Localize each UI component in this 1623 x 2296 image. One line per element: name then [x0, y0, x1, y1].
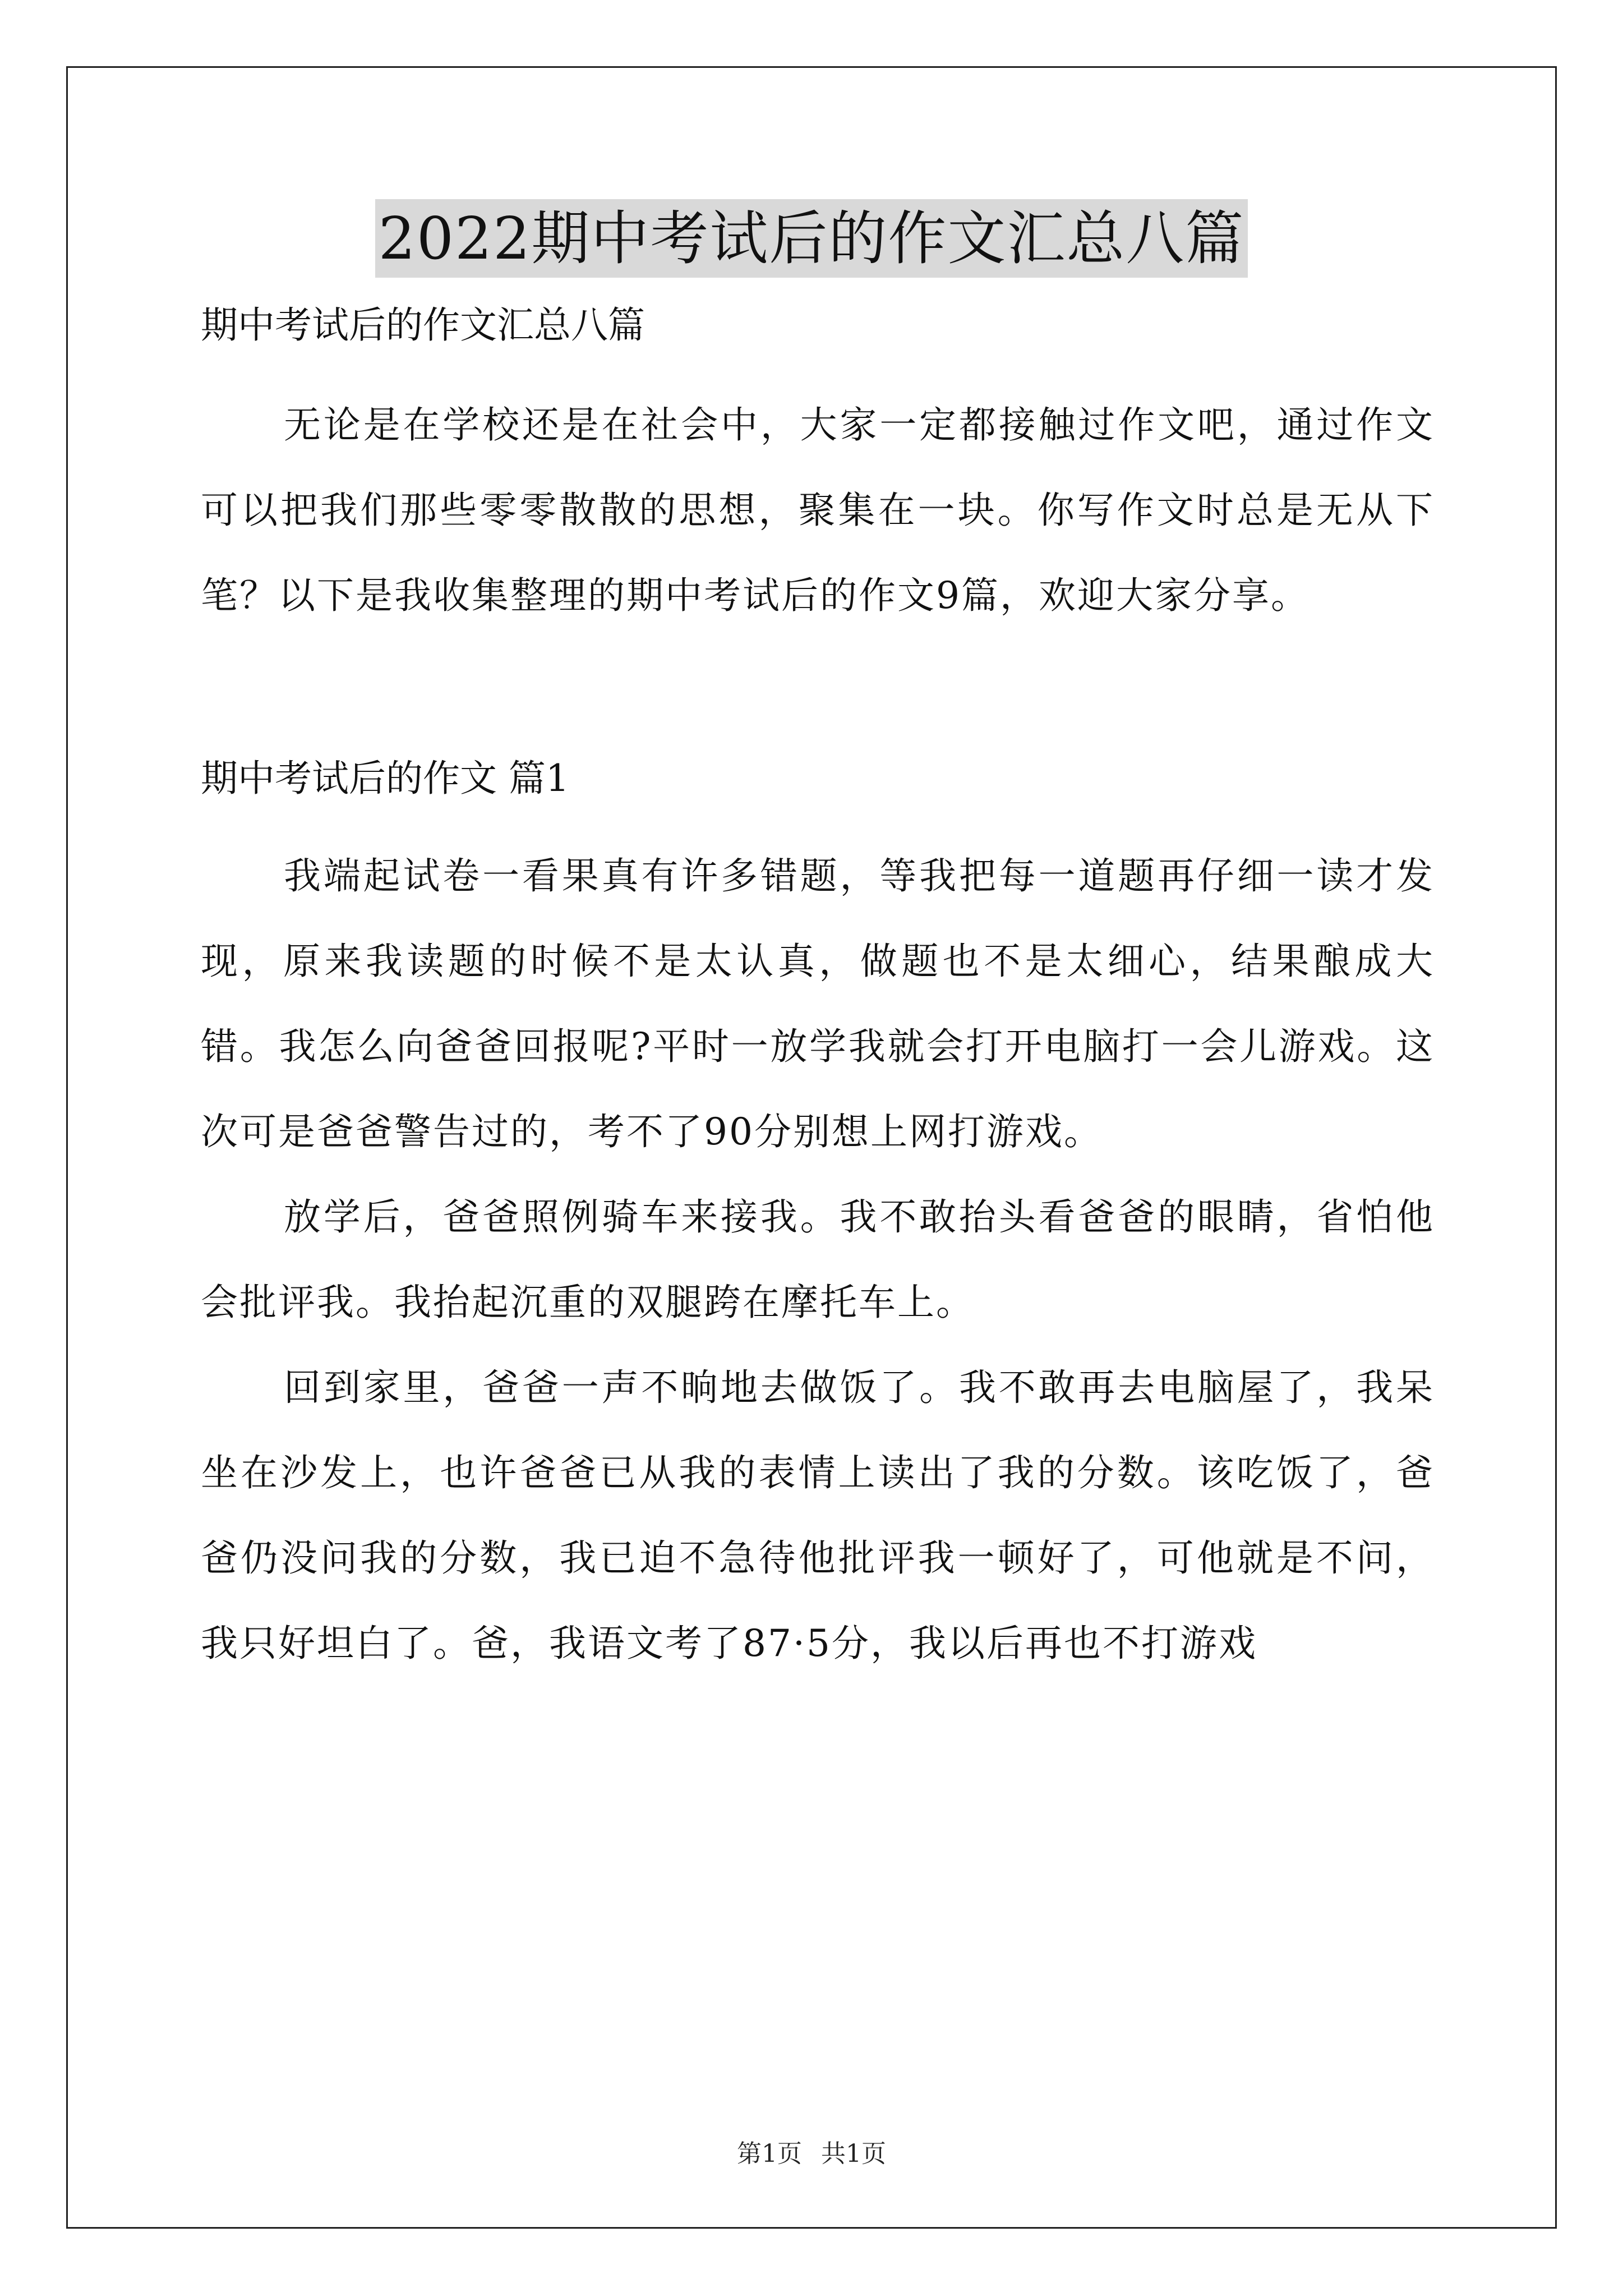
page-total: 共1页: [821, 2139, 886, 2168]
section-paragraph: 我端起试卷一看果真有许多错题，等我把每一道题再仔细一读才发现，原来我读题的时候不是太认真，做题也不是太细心，结果酿成大错。我怎么向爸爸回报呢?平时一放学我就会打开电脑打一会儿游戏。这次可是爸爸警告过的，考不了90分别想上网打游戏。: [201, 854, 1435, 1153]
section-heading: 期中考试后的作文 篇1: [201, 757, 569, 800]
document-subtitle: 期中考试后的作文汇总八篇: [201, 303, 645, 347]
page-number: 第1页: [737, 2139, 802, 2168]
intro-paragraph: 无论是在学校还是在社会中，大家一定都接触过作文吧，通过作文可以把我们那些零零散散的思想，聚集在一块。你写作文时总是无从下笔？以下是我收集整理的期中考试后的作文9篇，欢迎大家分享。: [201, 403, 1435, 617]
title-wrap: [0, 199, 1623, 278]
section-paragraph: 回到家里，爸爸一声不晌地去做饭了。我不敢再去电脑屋了，我呆坐在沙发上，也许爸爸已从我的表情上读出了我的分数。该吃饭了，爸爸仍没问我的分数，我已迫不急待他批评我一顿好了，可他就是不问，我只好坦白了。爸，我语文考了87·5分，我以后再也不打游戏: [201, 1366, 1435, 1665]
page-footer: [0, 2137, 1623, 2171]
document-body: [201, 297, 1435, 1686]
document-title: 2022期中考试后的作文汇总八篇: [375, 199, 1248, 278]
section-paragraph: 放学后，爸爸照例骑车来接我。我不敢抬头看爸爸的眼睛，省怕他会批评我。我抬起沉重的双腿跨在摩托车上。: [201, 1195, 1435, 1324]
